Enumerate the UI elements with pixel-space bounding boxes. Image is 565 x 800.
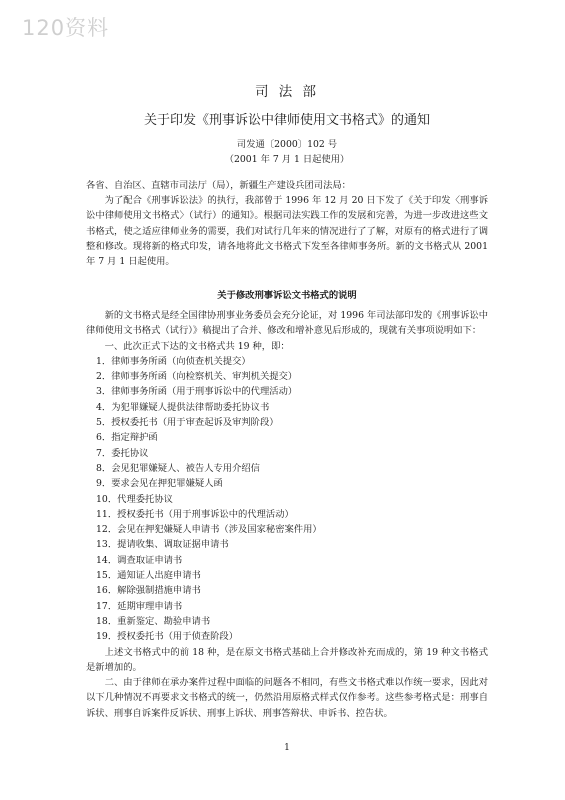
list-item: 4．为犯罪嫌疑人提供法律帮助委托协议书 xyxy=(96,401,270,413)
list-item: 19．授权委托书（用于侦查阶段） xyxy=(96,631,239,643)
watermark: 120资料 xyxy=(22,16,110,40)
item-one-heading: 一、此次正式下达的文书格式共 19 种，即： xyxy=(104,340,290,352)
explanation-section xyxy=(86,308,488,721)
list-item: 13．提请收集、调取证据申请书 xyxy=(96,539,229,551)
after-list-paragraph: 上述文书格式中的前 18 种，是在原文书格式基础上合并修改补充而成的，第 19 种文书格式是新增加的。 xyxy=(86,646,488,673)
list-item: 16．解除强制措施申请书 xyxy=(96,585,201,597)
list-item: 15．通知证人出庭申请书 xyxy=(96,570,201,582)
document-title: 关于印发《刑事诉讼中律师使用文书格式》的通知 xyxy=(143,113,430,128)
addressee-text: 各省、自治区、直辖市司法厅（局），新疆生产建设兵团司法局： xyxy=(86,180,351,191)
list-item: 14．调查取证申请书 xyxy=(96,554,183,566)
list-item: 1．律师事务所函（向侦查机关提交） xyxy=(96,355,251,367)
page-number: 1 xyxy=(284,743,290,753)
list-item: 5．授权委托书（用于审查起诉及审判阶段） xyxy=(96,417,279,429)
explanation-paragraph: 新的文书格式是经全国律协刑事业务委员会充分论证，对 1996 年司法部印发的《刑事诉讼中律师使用文书格式（试行）》稿提出了合并、修改和增补意见后形成的，现就有关事项说明如下： xyxy=(86,310,488,337)
list-item: 12．会见在押犯嫌疑人申请书（涉及国家秘密案件用） xyxy=(96,524,322,536)
list-item: 11．授权委托书（用于刑事诉讼中的代理活动） xyxy=(96,508,294,520)
item-two-paragraph: 二、由于律师在承办案件过程中面临的问题各不相同，有些文书格式难以作统一要求，因此对以下几种情况不再要求文书格式的统一，仍然沿用原格式样式仅作参考。这些参考格式是：刑事自诉状、刑事自诉案件反诉状、刑事上诉状、刑事答辩状、申诉书、控告状。 xyxy=(86,677,488,719)
effective-date: （2001 年 7 月 1 日起使用） xyxy=(224,154,350,165)
issuing-organization: 司 法 部 xyxy=(254,84,320,100)
format-list xyxy=(86,354,488,645)
addressee xyxy=(86,178,488,193)
list-item: 8．会见犯罪嫌疑人、被告人专用介绍信 xyxy=(96,462,260,474)
list-item: 7．委托协议 xyxy=(96,447,149,459)
list-item: 2．律师事务所函（向检察机关、审判机关提交） xyxy=(96,371,298,383)
document-number: 司发通〔2000〕102 号 xyxy=(236,139,338,150)
explanation-title: 关于修改刑事诉讼文书格式的说明 xyxy=(217,290,357,301)
intro-section xyxy=(86,193,488,269)
list-item: 3．律师事务所函（用于刑事诉讼中的代理活动） xyxy=(96,386,298,398)
list-item: 10．代理委托协议 xyxy=(96,493,173,505)
list-item: 18．重新鉴定、勘验申请书 xyxy=(96,615,211,627)
list-item: 9．要求会见在押犯罪嫌疑人函 xyxy=(96,478,223,490)
list-item: 6．指定辩护函 xyxy=(96,432,158,444)
list-item: 17．延期审理申请书 xyxy=(96,600,183,612)
intro-paragraph: 为了配合《刑事诉讼法》的执行，我部曾于 1996 年 12 月 20 日下发了《关于印发〈刑事诉讼中律师使用文书格式〉（试行）的通知》。根据司法实践工作的发展和完善，为进一步改进这些文书格式，使之适应律师业务的需要，我们对试行几年来的情况进行了了解，对原有的格式进行了调整和修改。现将新的格式印发，请各地将此文书格式下发至各律师事务所。新的文书格式从 2001 年 7 月 1 日起使用。 xyxy=(86,195,488,268)
